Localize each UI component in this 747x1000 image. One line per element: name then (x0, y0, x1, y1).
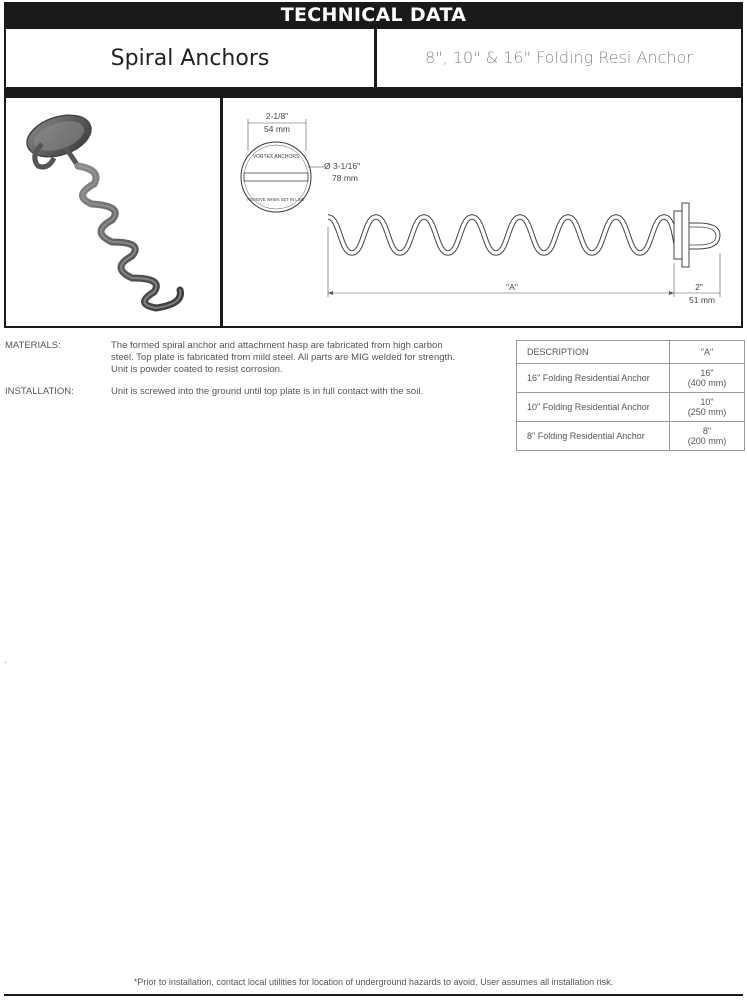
footnote: *Prior to installation, contact local utilities for location of underground hazards to avoid. User assumes all installation risk. (133, 977, 614, 987)
materials-line-3: Unit is powder coated to resist corrosion. (111, 364, 283, 375)
a-imperial: 10" (700, 397, 714, 407)
a-imperial: 16" (700, 368, 714, 378)
materials-line-2: steel. Top plate is fabricated from mild steel. All parts are MIG welded for strength. (111, 352, 456, 363)
plate-diameter-metric: 78 mm (332, 173, 358, 183)
specs-block (0, 340, 510, 400)
a-imperial: 8" (702, 426, 712, 436)
table-header-description: DESCRIPTION (517, 341, 670, 364)
materials-line-1: The formed spiral anchor and attachment hasp are fabricated from high carbon (111, 340, 443, 351)
product-name: Spiral Anchors (110, 46, 270, 71)
table-header-a: "A" (670, 341, 745, 364)
a-metric: (250 mm) (687, 407, 727, 417)
hasp-imperial: 2" (695, 282, 703, 292)
length-a-label: "A" (506, 282, 518, 292)
a-metric: (400 mm) (687, 378, 727, 388)
materials-label: MATERIALS: (5, 340, 61, 351)
table-cell-a (670, 422, 745, 451)
hasp-metric: 51 mm (689, 295, 715, 305)
table-row (517, 364, 745, 393)
plate-text-bottom: REMOVE WHEN SET IN LINE (247, 197, 305, 202)
plate-text-top: VORTEX ANCHORS (252, 154, 300, 160)
separator-bar (4, 87, 743, 98)
stray-mark (5, 662, 6, 663)
plate-width-metric: 54 mm (264, 124, 290, 134)
table-cell-a (670, 393, 745, 422)
installation-label: INSTALLATION: (5, 386, 74, 397)
plate-width-imperial: 2-1/8" (265, 111, 289, 121)
product-subtitle: 8", 10" & 16" Folding Resi Anchor (425, 48, 693, 67)
plate-diameter-imperial: Ø 3-1/16" (324, 161, 361, 171)
footer-rule (4, 994, 743, 996)
technical-drawing (228, 103, 738, 323)
spiral-anchor-photo (14, 108, 214, 313)
image-divider (220, 98, 223, 326)
table-cell-description: 16" Folding Residential Anchor (517, 364, 670, 393)
table-row (517, 393, 745, 422)
title-row (4, 29, 743, 87)
a-metric: (200 mm) (687, 436, 727, 446)
table-cell-a (670, 364, 745, 393)
table-cell-description: 10" Folding Residential Anchor (517, 393, 670, 422)
table-row (517, 422, 745, 451)
installation-text: Unit is screwed into the ground until top plate is in full contact with the soil. (111, 386, 424, 397)
image-row (4, 98, 743, 328)
technical-data-header: TECHNICAL DATA (4, 2, 743, 29)
description-table (516, 340, 745, 451)
table-cell-description: 8" Folding Residential Anchor (517, 422, 670, 451)
table-header-row (517, 341, 745, 364)
